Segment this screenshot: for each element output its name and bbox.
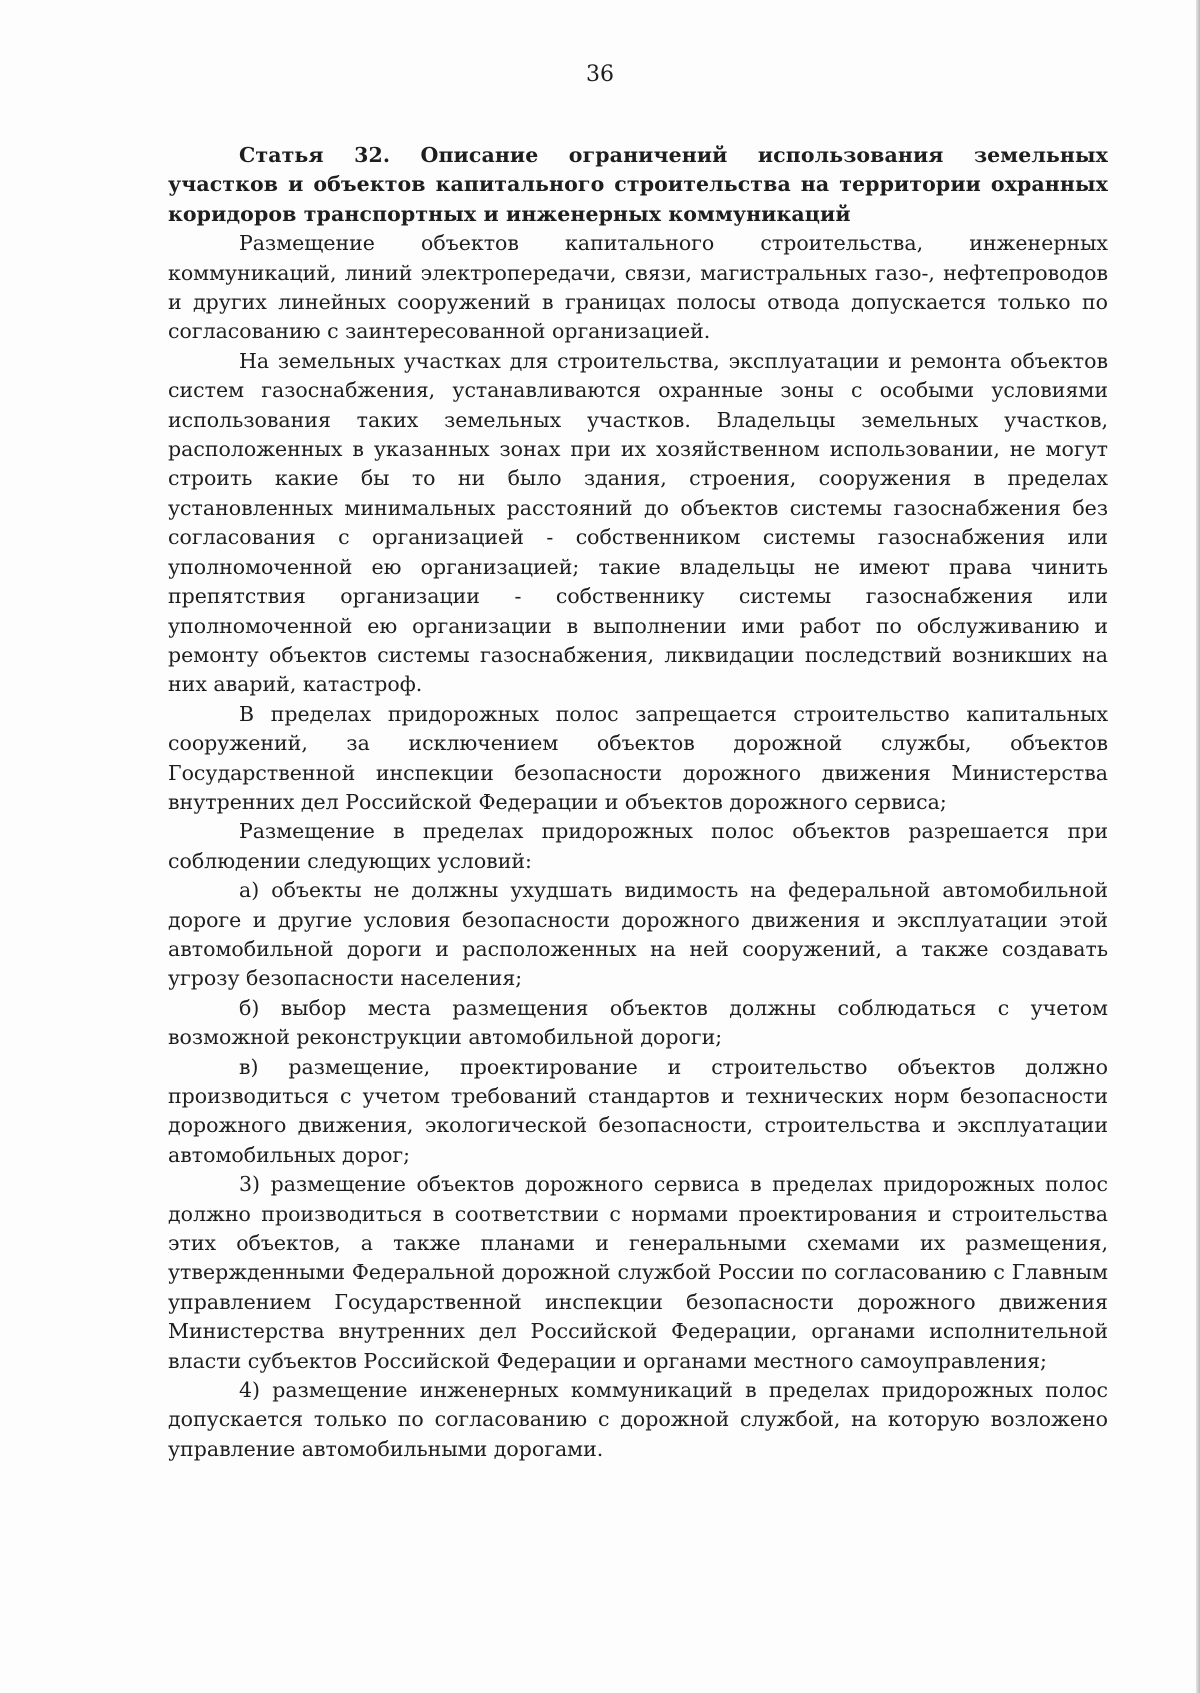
paragraph: В пределах придорожных полос запрещается строительство капитальных сооружений, за исключением объектов дорожной службы, объектов Государственной инспекции безопасности дорожного движения Министерства внутренних дел Российской Федерации и объектов дорожного сервиса; <box>168 701 1108 814</box>
list-item-b: б) выбор места размещения объектов должны соблюдаться с учетом возможной реконструкции автомобильной дороги; <box>168 995 1108 1050</box>
article <box>168 141 1108 1464</box>
scan-edge <box>1196 0 1200 1693</box>
article-title: Статья 32. Описание ограничений использования земельных участков и объектов капитального строительства на территории охранных коридоров транспортных и инженерных коммуникаций <box>168 143 1108 226</box>
article-body <box>168 229 1108 1464</box>
paragraph: Размещение объектов капитального строительства, инженерных коммуникаций, линий электропередачи, связи, магистральных газо-, нефтепроводов и других линейных сооружений в границах полосы отвода допускается только по согласованию с заинтересованной организацией. <box>168 231 1108 344</box>
list-item-3: 3) размещение объектов дорожного сервиса в пределах придорожных полос должно производиться в соответствии с нормами проектирования и строительства этих объектов, а также планами и генеральными схемами их размещения, утвержденными Федеральной дорожной службой России по согласованию с Главным управлением Государственной инспекции безопасности дорожного движения Министерства внутренних дел Российской Федерации, органами исполнительной власти субъектов Российской Федерации и органами местного самоуправления; <box>168 1172 1108 1373</box>
paragraph: На земельных участках для строительства, эксплуатации и ремонта объектов систем газоснабжения, устанавливаются охранные зоны с особыми условиями использования таких земельных участков. Владельцы земельных участков, расположенных в указанных зонах при их хозяйственном использовании, не могут строить какие бы то ни было здания, строения, сооружения в пределах установленных минимальных расстояний до объектов системы газоснабжения без согласования с организацией - собственником системы газоснабжения или уполномоченной ею организацией; такие владельцы не имеют права чинить препятствия организации - собственнику системы газоснабжения или уполномоченной ею организации в выполнении ими работ по обслуживанию и ремонту объектов системы газоснабжения, ликвидации последствий возникших на них аварий, катастроф. <box>168 348 1108 697</box>
page-number: 36 <box>586 62 614 87</box>
list-item-4: 4) размещение инженерных коммуникаций в пределах придорожных полос допускается только по согласованию с дорожной службой, на которую возложено управление автомобильными дорогами. <box>168 1378 1108 1461</box>
list-item-v: в) размещение, проектирование и строительство объектов должно производиться с учетом требований стандартов и технических норм безопасности дорожного движения, экологической безопасности, строительства и эксплуатации автомобильных дорог; <box>168 1054 1108 1167</box>
list-item-a: а) объекты не должны ухудшать видимость на федеральной автомобильной дороге и другие условия безопасности дорожного движения и эксплуатации этой автомобильной дороги и расположенных на ней сооружений, а также создавать угрозу безопасности населения; <box>168 878 1108 991</box>
paragraph: Размещение в пределах придорожных полос объектов разрешается при соблюдении следующих условий: <box>168 819 1108 873</box>
